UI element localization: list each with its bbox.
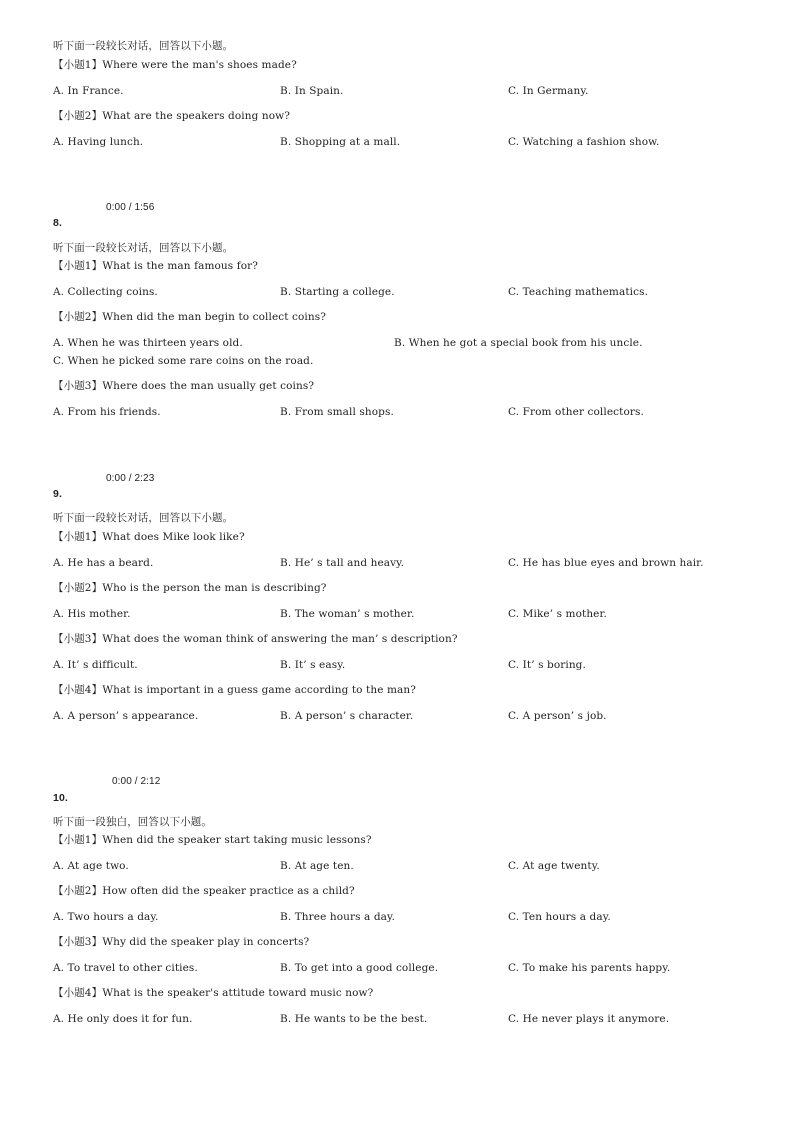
section7-intro: 听下面一段较长对话，回答以下小题。 [53, 40, 234, 52]
section8-audio-time[interactable]: 0:00 / 1:56 [106, 202, 155, 213]
question-text: When did the speaker start taking music lessons? [102, 834, 372, 846]
question-text: What is the man famous for? [102, 260, 258, 272]
question-tag: 【小题1】 [53, 59, 103, 71]
section10-q2 [53, 884, 355, 898]
question-text: What is the speaker's attitude toward music now? [102, 987, 374, 999]
section8-q3-option-b: B. From small shops. [280, 406, 394, 418]
section7-q1 [53, 58, 297, 72]
section10-q3-option-c: C. To make his parents happy. [508, 962, 671, 974]
section10-q1-option-a: A. At age two. [53, 860, 129, 872]
question-tag: 【小题3】 [53, 936, 103, 948]
section8-q2-option-a: A. When he was thirteen years old. [53, 337, 243, 349]
question-tag: 【小题1】 [53, 260, 103, 272]
section9-q3-option-b: B. It’ s easy. [280, 659, 346, 671]
section7-q1-option-b: B. In Spain. [280, 85, 344, 97]
section9-q4-option-b: B. A person’ s character. [280, 710, 414, 722]
section8-q1-option-a: A. Collecting coins. [53, 286, 158, 298]
section9-q4-option-a: A. A person’ s appearance. [53, 710, 199, 722]
section8-q3-option-c: C. From other collectors. [508, 406, 644, 418]
question-tag: 【小题2】 [53, 582, 103, 594]
section10-q2-option-a: A. Two hours a day. [53, 911, 159, 923]
section9-q2 [53, 581, 327, 595]
section8-q2-option-b: B. When he got a special book from his uncle. [394, 337, 643, 349]
section9-q1 [53, 530, 245, 544]
question-text: What is important in a guess game according to the man? [102, 684, 416, 696]
section9-q3 [53, 632, 458, 646]
section10-q2-option-c: C. Ten hours a day. [508, 911, 611, 923]
section10-q2-option-b: B. Three hours a day. [280, 911, 396, 923]
section8-q3 [53, 379, 314, 393]
section8-intro: 听下面一段较长对话，回答以下小题。 [53, 242, 234, 254]
section8-q1-option-b: B. Starting a college. [280, 286, 395, 298]
section7-q2-option-b: B. Shopping at a mall. [280, 136, 401, 148]
section9-number: 9. [53, 488, 62, 500]
section7-q2 [53, 109, 290, 123]
question-tag: 【小题2】 [53, 885, 103, 897]
section9-audio-time[interactable]: 0:00 / 2:23 [106, 473, 155, 484]
section7-q2-option-c: C. Watching a fashion show. [508, 136, 660, 148]
question-text: When did the man begin to collect coins? [102, 311, 326, 323]
section10-q1-option-c: C. At age twenty. [508, 860, 600, 872]
question-text: Who is the person the man is describing? [102, 582, 327, 594]
section7-q2-option-a: A. Having lunch. [53, 136, 144, 148]
section9-q2-option-b: B. The woman’ s mother. [280, 608, 415, 620]
section10-q4-option-c: C. He never plays it anymore. [508, 1013, 670, 1025]
question-text: What does the woman think of answering the man’ s description? [102, 633, 458, 645]
section10-intro: 听下面一段独白，回答以下小题。 [53, 816, 212, 828]
section9-q2-option-c: C. Mike’ s mother. [508, 608, 607, 620]
section9-q1-option-c: C. He has blue eyes and brown hair. [508, 557, 704, 569]
section10-q1 [53, 833, 372, 847]
section8-q1 [53, 259, 258, 273]
section10-q3 [53, 935, 309, 949]
question-text: How often did the speaker practice as a child? [102, 885, 355, 897]
question-tag: 【小题4】 [53, 987, 103, 999]
section7-q1-option-c: C. In Germany. [508, 85, 589, 97]
question-tag: 【小题4】 [53, 684, 103, 696]
question-text: What does Mike look like? [102, 531, 245, 543]
section8-q1-option-c: C. Teaching mathematics. [508, 286, 649, 298]
section9-intro: 听下面一段较长对话，回答以下小题。 [53, 512, 234, 524]
section8-q2 [53, 310, 326, 324]
section10-audio-time[interactable]: 0:00 / 2:12 [112, 776, 161, 787]
section9-q3-option-c: C. It’ s boring. [508, 659, 586, 671]
question-text: Where were the man's shoes made? [102, 59, 297, 71]
section9-q1-option-b: B. He’ s tall and heavy. [280, 557, 405, 569]
section10-q4 [53, 986, 373, 1000]
section8-number: 8. [53, 217, 62, 229]
question-tag: 【小题3】 [53, 633, 103, 645]
question-tag: 【小题2】 [53, 311, 103, 323]
question-text: Where does the man usually get coins? [102, 380, 315, 392]
section8-q2-option-c: C. When he picked some rare coins on the road. [53, 355, 314, 367]
section9-q4 [53, 683, 416, 697]
section10-q3-option-a: A. To travel to other cities. [53, 962, 198, 974]
question-tag: 【小题3】 [53, 380, 103, 392]
section9-q4-option-c: C. A person’ s job. [508, 710, 607, 722]
section10-q3-option-b: B. To get into a good college. [280, 962, 439, 974]
section8-q3-option-a: A. From his friends. [53, 406, 161, 418]
section9-q2-option-a: A. His mother. [53, 608, 131, 620]
question-tag: 【小题2】 [53, 110, 103, 122]
section10-q4-option-a: A. He only does it for fun. [53, 1013, 193, 1025]
question-text: Why did the speaker play in concerts? [102, 936, 310, 948]
section10-q1-option-b: B. At age ten. [280, 860, 354, 872]
section10-q4-option-b: B. He wants to be the best. [280, 1013, 428, 1025]
question-text: What are the speakers doing now? [102, 110, 290, 122]
section7-q1-option-a: A. In France. [53, 85, 124, 97]
question-tag: 【小题1】 [53, 834, 103, 846]
section10-number: 10. [53, 792, 68, 804]
section9-q1-option-a: A. He has a beard. [53, 557, 154, 569]
section9-q3-option-a: A. It’ s difficult. [53, 659, 138, 671]
question-tag: 【小题1】 [53, 531, 103, 543]
